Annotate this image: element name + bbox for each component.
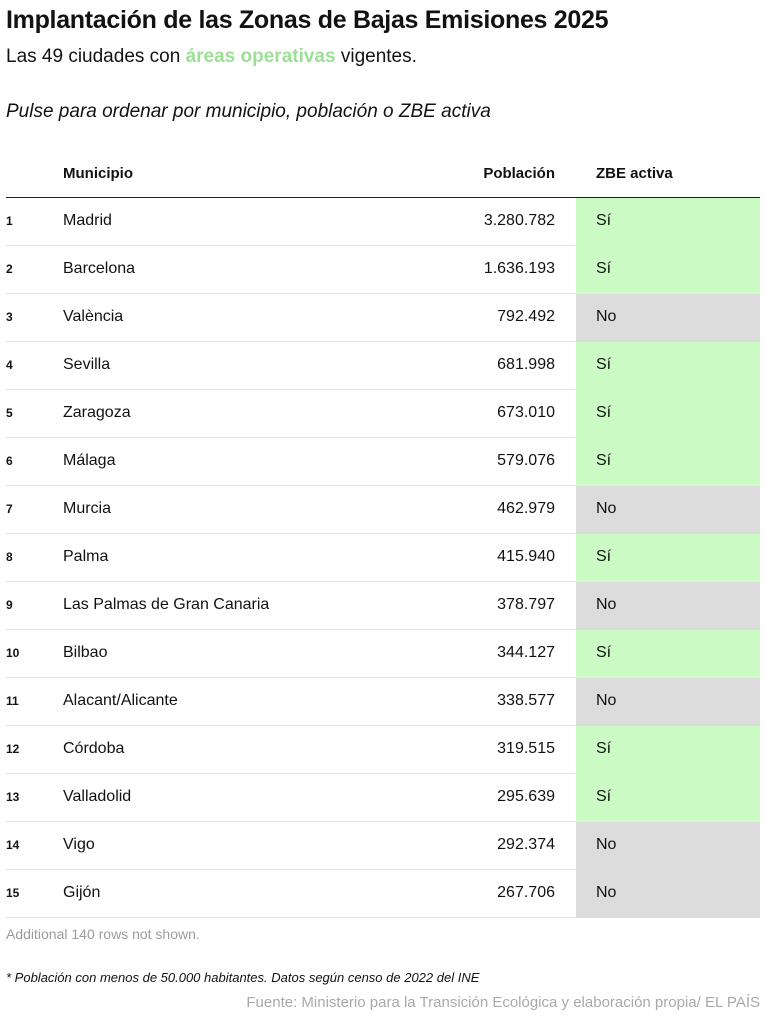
row-zbe-status: Sí bbox=[576, 390, 760, 438]
column-header-poblacion[interactable]: Población bbox=[483, 165, 555, 182]
row-rank: 12 bbox=[6, 742, 20, 756]
page-title: Implantación de las Zonas de Bajas Emisiones 2025 bbox=[6, 6, 609, 34]
row-rank: 9 bbox=[6, 598, 13, 612]
row-rank: 10 bbox=[6, 646, 20, 660]
row-poblacion: 378.797 bbox=[497, 596, 555, 613]
table-row bbox=[6, 246, 760, 294]
table-row bbox=[6, 582, 760, 630]
table-row bbox=[6, 822, 760, 870]
row-municipio: Málaga bbox=[63, 452, 116, 469]
row-municipio: Las Palmas de Gran Canaria bbox=[63, 596, 270, 613]
row-poblacion: 579.076 bbox=[497, 452, 555, 469]
row-rank: 6 bbox=[6, 454, 13, 468]
row-poblacion: 295.639 bbox=[497, 788, 555, 805]
table-row bbox=[6, 294, 760, 342]
row-zbe-status: Sí bbox=[576, 630, 760, 678]
column-header-zbe[interactable]: ZBE activa bbox=[596, 165, 673, 182]
table-row bbox=[6, 534, 760, 582]
row-zbe-status: No bbox=[576, 486, 760, 534]
table-row bbox=[6, 486, 760, 534]
row-municipio: Palma bbox=[63, 548, 109, 565]
row-zbe-status: No bbox=[576, 294, 760, 342]
data-table bbox=[6, 152, 760, 918]
row-municipio: Alacant/Alicante bbox=[63, 692, 178, 709]
row-poblacion: 681.998 bbox=[497, 356, 555, 373]
table-row bbox=[6, 630, 760, 678]
table-header bbox=[6, 152, 760, 198]
row-rank: 4 bbox=[6, 358, 13, 372]
row-rank: 13 bbox=[6, 790, 20, 804]
row-rank: 14 bbox=[6, 838, 20, 852]
row-zbe-status: No bbox=[576, 822, 760, 870]
table-row bbox=[6, 726, 760, 774]
table-row bbox=[6, 342, 760, 390]
sort-instruction: Pulse para ordenar por municipio, población o ZBE activa bbox=[6, 101, 491, 122]
footnote: * Población con menos de 50.000 habitantes. Datos según censo de 2022 del INE bbox=[6, 970, 480, 985]
subtitle-after: vigentes. bbox=[335, 46, 417, 67]
row-municipio: Valladolid bbox=[63, 788, 132, 805]
row-poblacion: 344.127 bbox=[497, 644, 555, 661]
table-row bbox=[6, 774, 760, 822]
row-zbe-status: No bbox=[576, 582, 760, 630]
row-poblacion: 462.979 bbox=[497, 500, 555, 517]
subtitle-before: Las 49 ciudades con bbox=[6, 46, 186, 67]
row-municipio: Madrid bbox=[63, 212, 112, 229]
row-poblacion: 319.515 bbox=[497, 740, 555, 757]
row-poblacion: 673.010 bbox=[497, 404, 555, 421]
row-zbe-status: No bbox=[576, 678, 760, 726]
row-rank: 1 bbox=[6, 214, 13, 228]
row-zbe-status: Sí bbox=[576, 198, 760, 246]
row-zbe-status: Sí bbox=[576, 774, 760, 822]
row-poblacion: 338.577 bbox=[497, 692, 555, 709]
row-zbe-status: Sí bbox=[576, 246, 760, 294]
table-row bbox=[6, 678, 760, 726]
row-rank: 11 bbox=[6, 694, 19, 708]
row-municipio: Vigo bbox=[63, 836, 95, 853]
row-poblacion: 415.940 bbox=[497, 548, 555, 565]
row-municipio: Bilbao bbox=[63, 644, 108, 661]
row-municipio: Barcelona bbox=[63, 260, 136, 277]
table-row bbox=[6, 438, 760, 486]
subtitle bbox=[6, 46, 417, 68]
row-poblacion: 3.280.782 bbox=[483, 212, 555, 229]
row-municipio: Murcia bbox=[63, 500, 112, 517]
row-municipio: Sevilla bbox=[63, 356, 111, 373]
row-rank: 15 bbox=[6, 886, 20, 900]
source-credit: Fuente: Ministerio para la Transición Ecológica y elaboración propia/ EL PAÍS bbox=[246, 994, 760, 1011]
table-row bbox=[6, 198, 760, 246]
row-poblacion: 792.492 bbox=[497, 308, 555, 325]
row-rank: 2 bbox=[6, 262, 13, 276]
row-zbe-status: Sí bbox=[576, 342, 760, 390]
row-municipio: Zaragoza bbox=[63, 404, 131, 421]
row-rank: 8 bbox=[6, 550, 13, 564]
table-body bbox=[6, 198, 760, 918]
row-rank: 3 bbox=[6, 310, 13, 324]
row-rank: 7 bbox=[6, 502, 13, 516]
row-zbe-status: Sí bbox=[576, 726, 760, 774]
row-rank: 5 bbox=[6, 406, 13, 420]
row-poblacion: 292.374 bbox=[497, 836, 555, 853]
row-municipio: València bbox=[63, 308, 124, 325]
column-header-municipio[interactable]: Municipio bbox=[63, 165, 133, 182]
row-municipio: Gijón bbox=[63, 884, 101, 901]
subtitle-highlight: áreas operativas bbox=[185, 46, 336, 67]
table-row bbox=[6, 870, 760, 918]
row-municipio: Córdoba bbox=[63, 740, 125, 757]
row-zbe-status: No bbox=[576, 870, 760, 918]
row-zbe-status: Sí bbox=[576, 534, 760, 582]
row-zbe-status: Sí bbox=[576, 438, 760, 486]
row-poblacion: 1.636.193 bbox=[483, 260, 555, 277]
row-poblacion: 267.706 bbox=[497, 884, 555, 901]
more-rows-note: Additional 140 rows not shown. bbox=[6, 926, 200, 942]
table-row bbox=[6, 390, 760, 438]
